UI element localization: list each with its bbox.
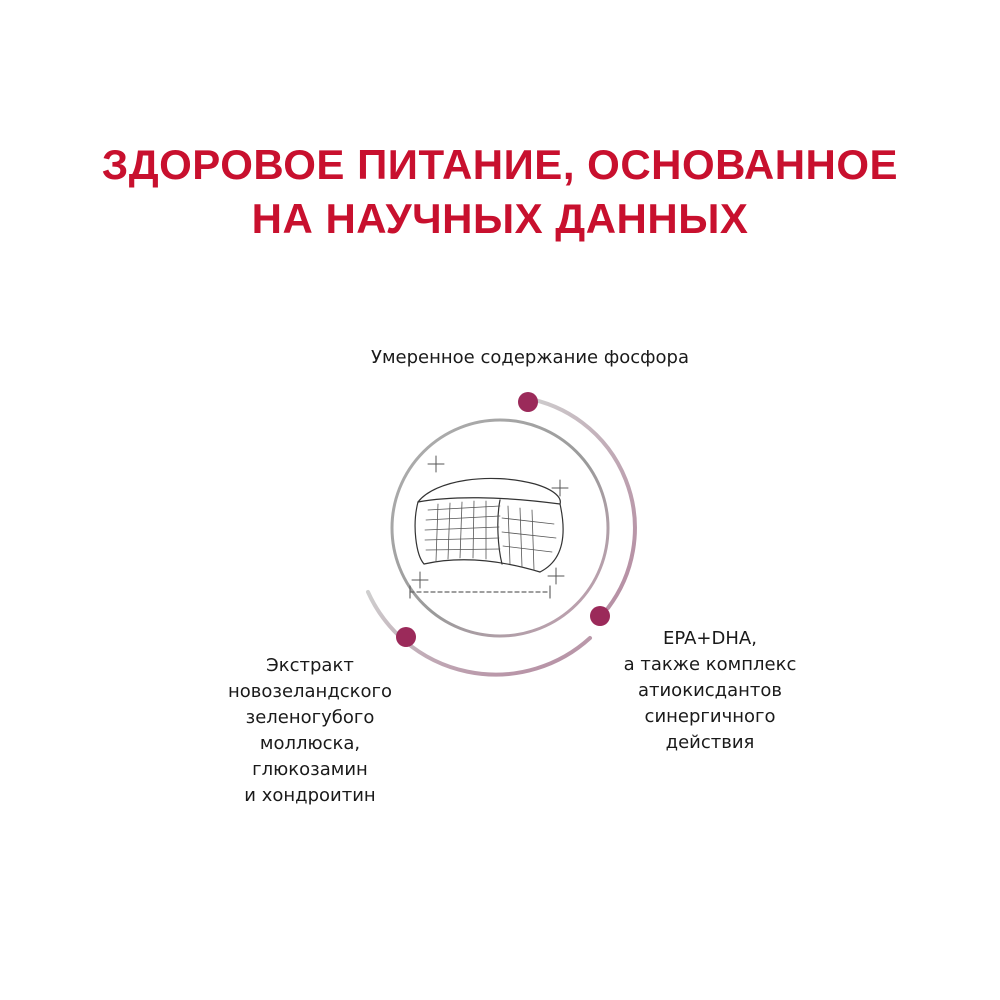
accent-dot-left (396, 627, 416, 647)
accent-dot-top (518, 392, 538, 412)
benefit-line: атиокисдантов (637, 680, 783, 701)
benefit-line: Экстракт (266, 655, 354, 676)
accent-dot-right (590, 606, 610, 626)
page-title (0, 138, 1000, 246)
kibble-icon (410, 456, 568, 598)
benefit-line: действия (665, 732, 755, 753)
title-line-2: НА НАУЧНЫХ ДАННЫХ (251, 195, 749, 242)
benefit-line: зеленогубого (245, 707, 375, 728)
benefit-label-epa-dha (590, 626, 830, 756)
benefit-line: синергичного (644, 706, 776, 727)
benefit-line: и хондроитин (244, 785, 376, 806)
benefit-line: а также комплекс (623, 654, 797, 675)
benefit-line: EPA+DHA, (663, 628, 757, 649)
benefit-line: новозеландского (227, 681, 393, 702)
inner-ring (392, 420, 608, 636)
benefit-label-phosphorus (300, 345, 760, 371)
benefit-label-mussel-extract (190, 653, 430, 809)
benefit-line: глюкозамин (252, 759, 368, 780)
benefit-line: моллюска, (259, 733, 361, 754)
title-line-1: ЗДОРОВОЕ ПИТАНИЕ, ОСНОВАННОЕ (101, 141, 899, 188)
benefit-line: Умеренное содержание фосфора (371, 347, 689, 368)
